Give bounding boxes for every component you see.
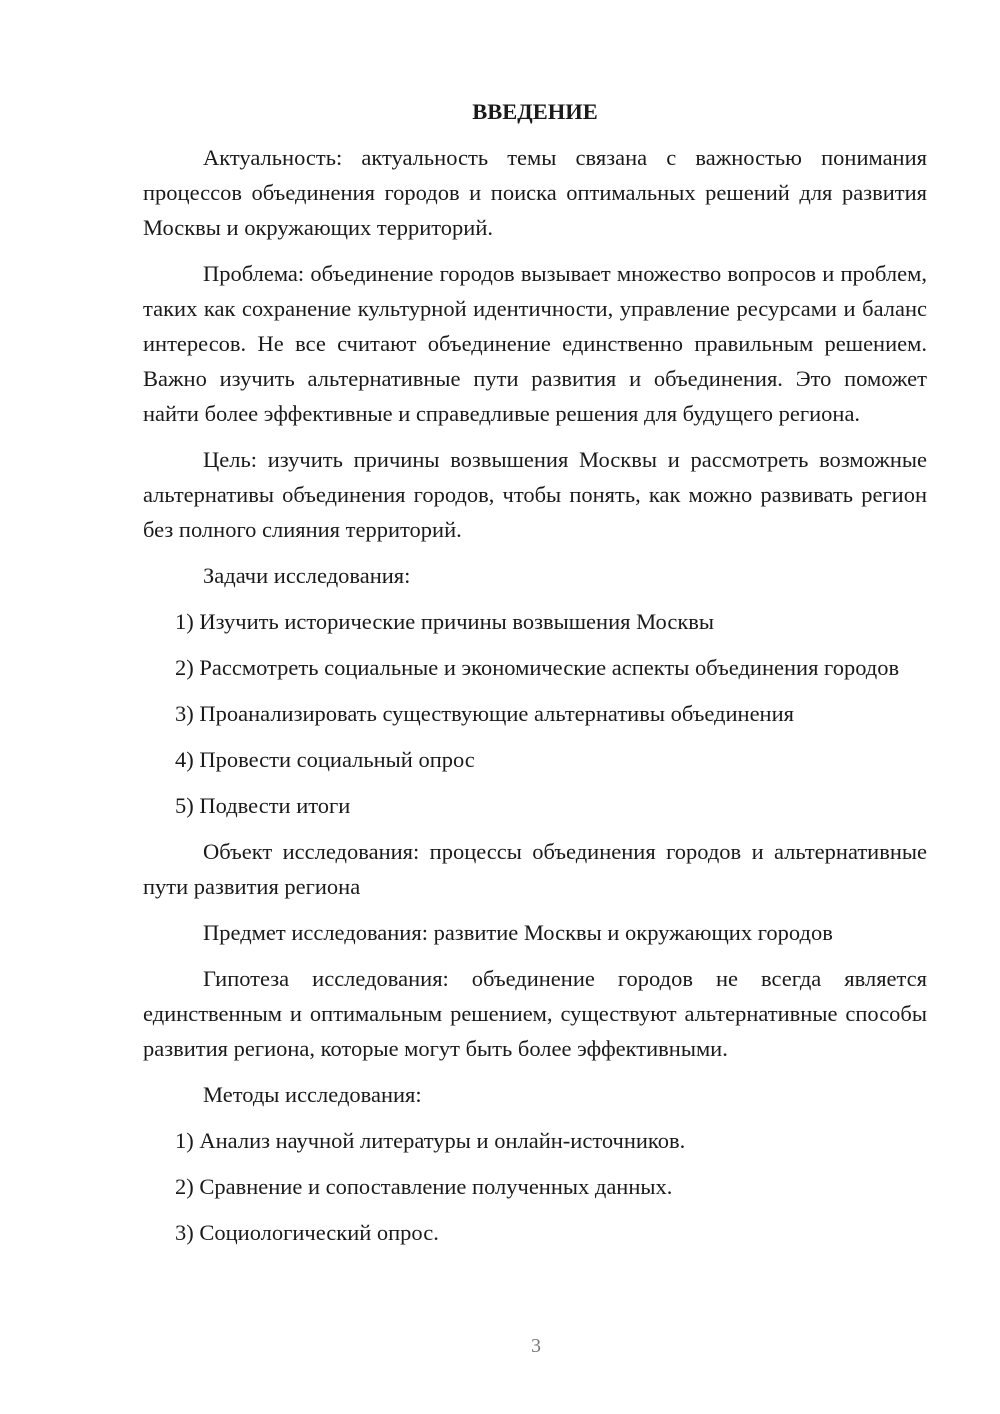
task-item: 3) Проанализировать существующие альтернативы объединения <box>175 701 794 726</box>
page-number: 3 <box>531 1335 541 1357</box>
tasks-heading: Задачи исследования: <box>203 563 411 588</box>
relevance-paragraph: Актуальность: актуальность темы связана с важностью понимания процессов объединения городов и поиска оптимальных решений для развития Москвы и окружающих территорий. <box>143 145 927 240</box>
task-item: 1) Изучить исторические причины возвышения Москвы <box>175 609 715 634</box>
method-item: 1) Анализ научной литературы и онлайн-источников. <box>175 1128 686 1153</box>
method-item: 2) Сравнение и сопоставление полученных данных. <box>175 1174 673 1199</box>
task-item: 2) Рассмотреть социальные и экономические аспекты объединения городов <box>175 655 900 680</box>
task-item: 4) Провести социальный опрос <box>175 747 475 772</box>
task-item: 5) Подвести итоги <box>175 793 351 818</box>
method-item: 3) Социологический опрос. <box>175 1220 439 1245</box>
page-content <box>143 94 927 1261</box>
methods-heading: Методы исследования: <box>203 1082 422 1107</box>
object-paragraph: Объект исследования: процессы объединения городов и альтернативные пути развития региона <box>143 839 927 899</box>
hypothesis-paragraph: Гипотеза исследования: объединение городов не всегда является единственным и оптимальным решением, существуют альтернативные способы развития региона, которые могут быть более эффективными. <box>143 966 927 1061</box>
section-title: ВВЕДЕНИЕ <box>472 99 598 124</box>
goal-paragraph: Цель: изучить причины возвышения Москвы и рассмотреть возможные альтернативы объединения городов, чтобы понять, как можно развивать регион без полного слияния территорий. <box>143 447 927 542</box>
subject-paragraph: Предмет исследования: развитие Москвы и окружающих городов <box>203 920 833 945</box>
problem-paragraph: Проблема: объединение городов вызывает множество вопросов и проблем, таких как сохранение культурной идентичности, управление ресурсами и баланс интересов. Не все считают объединение единственно правильным решением. Важно изучить альтернативные пути развития и объединения. Это поможет найти более эффективные и справедливые решения для будущего региона. <box>143 261 927 426</box>
